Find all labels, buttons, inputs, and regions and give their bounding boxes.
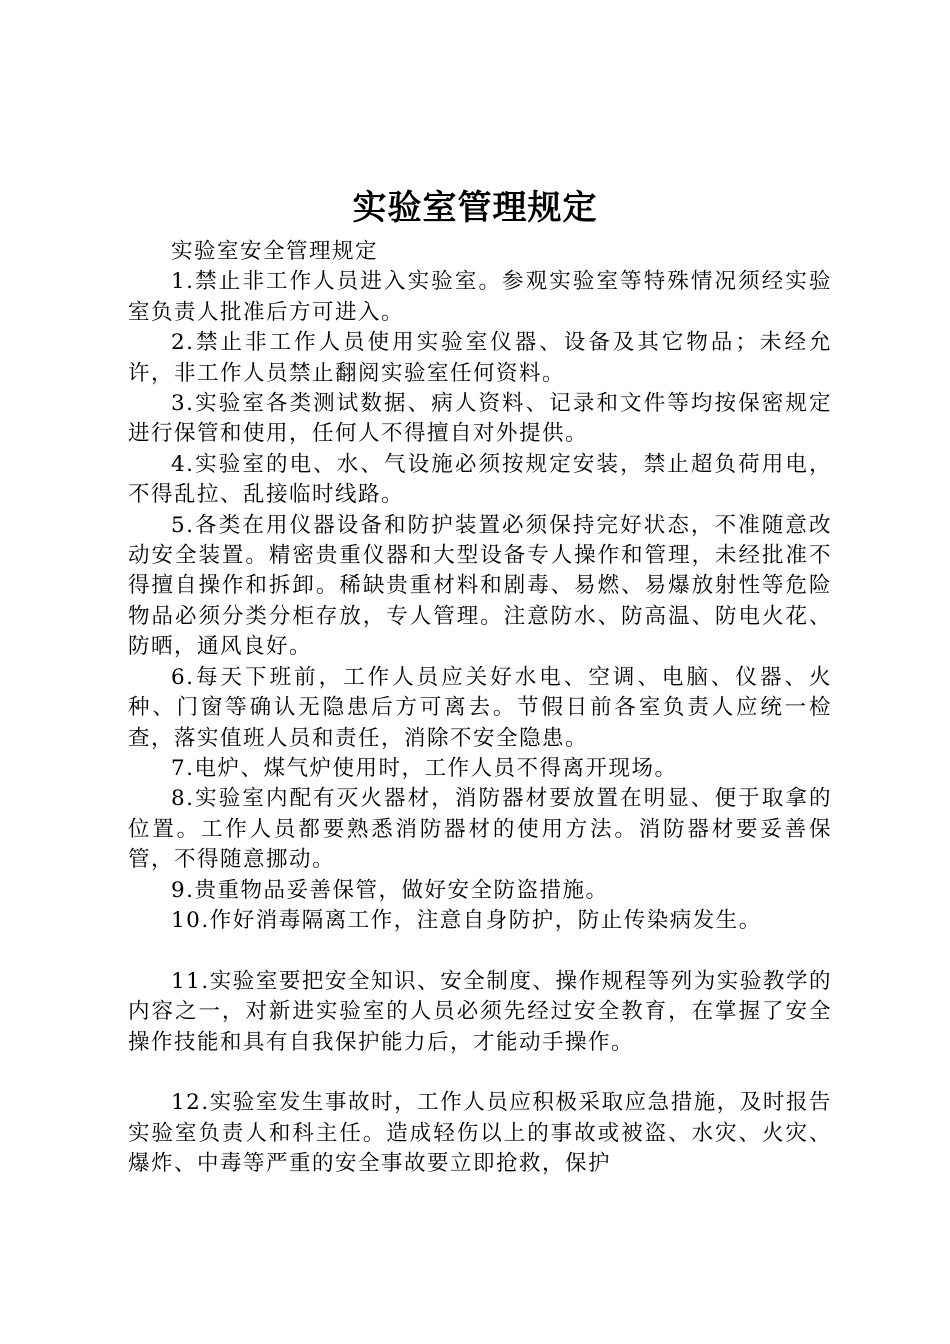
rule-2: 2.禁止非工作人员使用实验室仪器、设备及其它物品；未经允许，非工作人员禁止翻阅实验室任何资料。 <box>128 330 832 386</box>
rule-5: 5.各类在用仪器设备和防护装置必须保持完好状态，不准随意改动安全装置。精密贵重仪器和大型设备专人操作和管理，未经批准不得擅自操作和拆卸。稀缺贵重材料和剧毒、易燃、易爆放射性等危险物品必须分类分柜存放，专人管理。注意防水、防高温、防电火花、防晒，通风良好。 <box>128 512 832 660</box>
rule-3: 3.实验室各类测试数据、病人资料、记录和文件等均按保密规定进行保管和使用，任何人不得擅自对外提供。 <box>128 391 832 447</box>
rule-1: 1.禁止非工作人员进入实验室。参观实验室等特殊情况须经实验室负责人批准后方可进入。 <box>128 269 832 325</box>
rule-6: 6.每天下班前，工作人员应关好水电、空调、电脑、仪器、火种、门窗等确认无隐患后方可离去。节假日前各室负责人应统一检查，落实值班人员和责任，消除不安全隐患。 <box>128 664 832 751</box>
rule-10: 10.作好消毒隔离工作，注意自身防护，防止传染病发生。 <box>171 907 762 933</box>
rule-4: 4.实验室的电、水、气设施必须按规定安装，禁止超负荷用电，不得乱拉、乱接临时线路。 <box>128 451 832 508</box>
rule-7: 7.电炉、煤气炉使用时，工作人员不得离开现场。 <box>171 755 678 781</box>
document-title: 实验室管理规定 <box>352 188 598 228</box>
section-heading: 实验室安全管理规定 <box>171 239 379 264</box>
rule-9: 9.贵重物品妥善保管，做好安全防盗措施。 <box>171 877 609 903</box>
rule-12: 12.实验室发生事故时，工作人员应积极采取应急措施，及时报告实验室负责人和科主任。造成轻伤以上的事故或被盗、水灾、火灾、爆炸、中毒等严重的安全事故要立即抢救，保护 <box>128 1090 832 1177</box>
rule-11: 11.实验室要把安全知识、安全制度、操作规程等列为实验教学的内容之一，对新进实验室的人员必须先经过安全教育，在掌握了安全操作技能和具有自我保护能力后，才能动手操作。 <box>128 968 832 1055</box>
document-body <box>128 237 832 1180</box>
rule-8: 8.实验室内配有灭火器材，消防器材要放置在明显、便于取拿的位置。工作人员都要熟悉消防器材的使用方法。消防器材要妥善保管，不得随意挪动。 <box>128 786 832 873</box>
